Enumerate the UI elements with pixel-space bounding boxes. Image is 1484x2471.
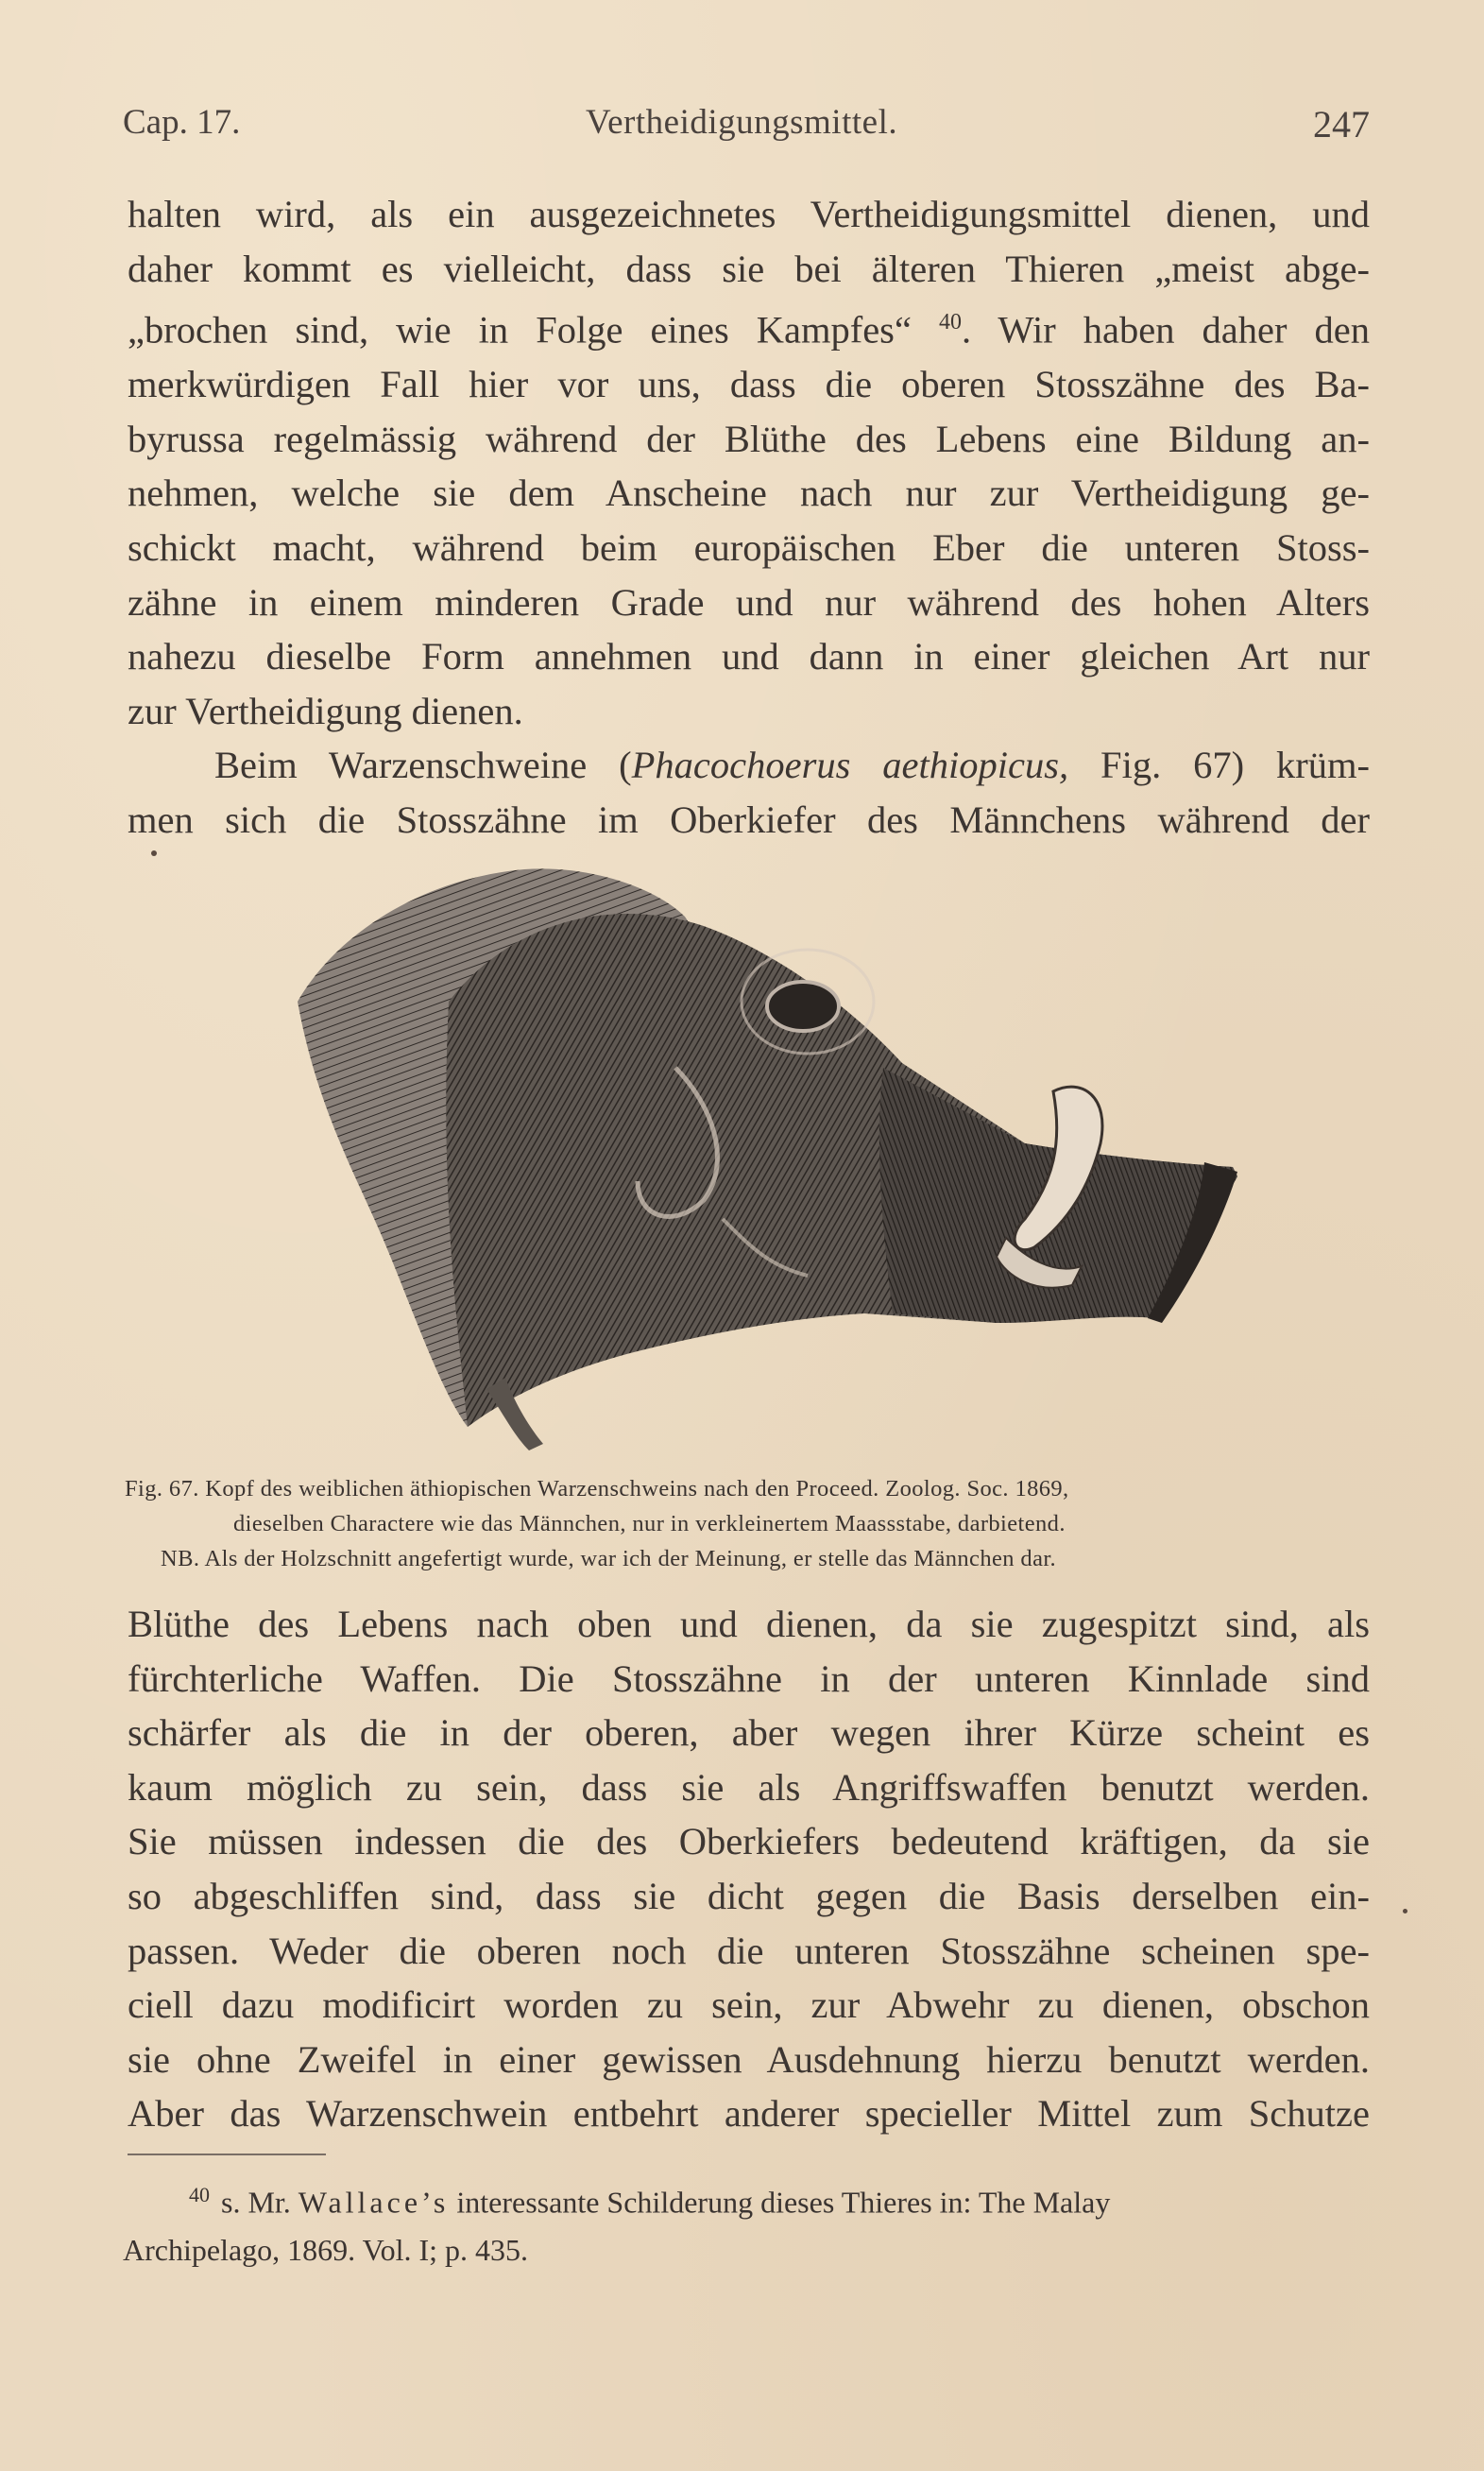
text-span: interessante Schilderung dieses Thieres in: The Malay [449, 2185, 1111, 2220]
text-line: nahezu dieselbe Form annehmen und dann in einer gleichen Art nur [128, 635, 1370, 678]
caption-line: NB. Als der Holzschnitt angefertigt wurde, war ich der Meinung, er stelle das Männchen dar. [161, 1546, 1057, 1571]
page-number: 247 [1313, 103, 1370, 146]
text-line: Aber das Warzenschwein entbehrt anderer specieller Mittel zum Schutze [128, 2092, 1370, 2136]
text-line: nehmen, welche sie dem Anscheine nach nur zur Vertheidigung ge- [128, 472, 1370, 515]
text-line: byrussa regelmässig während der Blüthe des Lebens eine Bildung an- [128, 417, 1370, 460]
chapter-label: Cap. 17. [123, 103, 241, 142]
footnote-line [123, 2171, 1370, 2226]
eye [767, 982, 839, 1031]
footnote-line: Archipelago, 1869. Vol. I; p. 435. [123, 2232, 528, 2267]
text-span: s. Mr. [221, 2185, 299, 2220]
text-line: so abgeschliffen sind, dass sie dicht gegen die Basis derselben ein- [128, 1874, 1370, 1917]
author-name: Wallace’s [298, 2185, 450, 2220]
text-line [128, 296, 1370, 357]
figure-reference: Fig. 67) krüm- [1068, 744, 1370, 787]
text-line: men sich die Stosszähne im Oberkiefer des Männchens während der [128, 798, 1370, 842]
species-name: Phacochoerus aethiopicus, [631, 744, 1069, 787]
text-line: zähne in einem minderen Grade und nur während des hohen Alters [128, 580, 1370, 624]
text-span: „brochen sind, wie in Folge eines Kampfes“ [128, 308, 912, 352]
text-line: fürchterliche Waffen. Die Stosszähne in der unteren Kinnlade sind [128, 1656, 1370, 1700]
text-line: daher kommt es vielleicht, dass sie bei älteren Thieren „meist abge- [128, 247, 1370, 290]
text-span: Beim Warzenschweine ( [214, 744, 632, 787]
text-line: merkwürdigen Fall hier vor uns, dass die oberen Stosszähne des Ba- [128, 363, 1370, 406]
figure-caption [125, 1471, 1367, 1576]
paragraph-3 [128, 1597, 1370, 2141]
text-line: zur Vertheidigung dienen. [128, 689, 523, 732]
text-line: passen. Weder die oberen noch die unteren Stosszähne scheinen spe- [128, 1929, 1370, 1972]
running-head [123, 102, 1370, 149]
text-line: ciell dazu modificirt worden zu sein, zur Abwehr zu dienen, obschon [128, 1983, 1370, 2027]
footnote-number: 40 [189, 2183, 210, 2206]
footnote-rule [128, 2154, 326, 2155]
text-line: sie ohne Zweifel in einer gewissen Ausdehnung hierzu benutzt werden. [128, 2037, 1370, 2081]
text-line: Sie müssen indessen die des Oberkiefers bedeutend kräftigen, da sie [128, 1820, 1370, 1863]
footnote [123, 2171, 1370, 2274]
text-line: schärfer als die in der oberen, aber wegen ihrer Kürze scheint es [128, 1711, 1370, 1755]
warthog-illustration [279, 860, 1247, 1455]
running-title: Vertheidigungsmittel. [586, 103, 898, 142]
text-span: . Wir haben daher den [961, 308, 1370, 352]
footnote-reference[interactable]: 40 [938, 310, 962, 335]
paper-speck [151, 850, 157, 856]
text-line: schickt macht, während beim europäischen Eber die unteren Stoss- [128, 526, 1370, 570]
caption-line: dieselben Charactere wie das Männchen, nur in verkleinertem Maassstabe, darbietend. [233, 1511, 1066, 1536]
paragraph-1 [128, 187, 1370, 848]
text-line: kaum möglich zu sein, dass sie als Angriffswaffen benutzt werden. [128, 1765, 1370, 1809]
text-line [128, 738, 1370, 793]
caption-line: Fig. 67. Kopf des weiblichen äthiopischen Warzenschweins nach den Proceed. Zoolog. Soc. 1869, [125, 1476, 1069, 1501]
text-line: Blüthe des Lebens nach oben und dienen, da sie zugespitzt sind, als [128, 1603, 1370, 1645]
text-line: halten wird, als ein ausgezeichnetes Vertheidigungsmittel dienen, und [128, 193, 1370, 235]
paper-speck [1403, 1909, 1407, 1913]
